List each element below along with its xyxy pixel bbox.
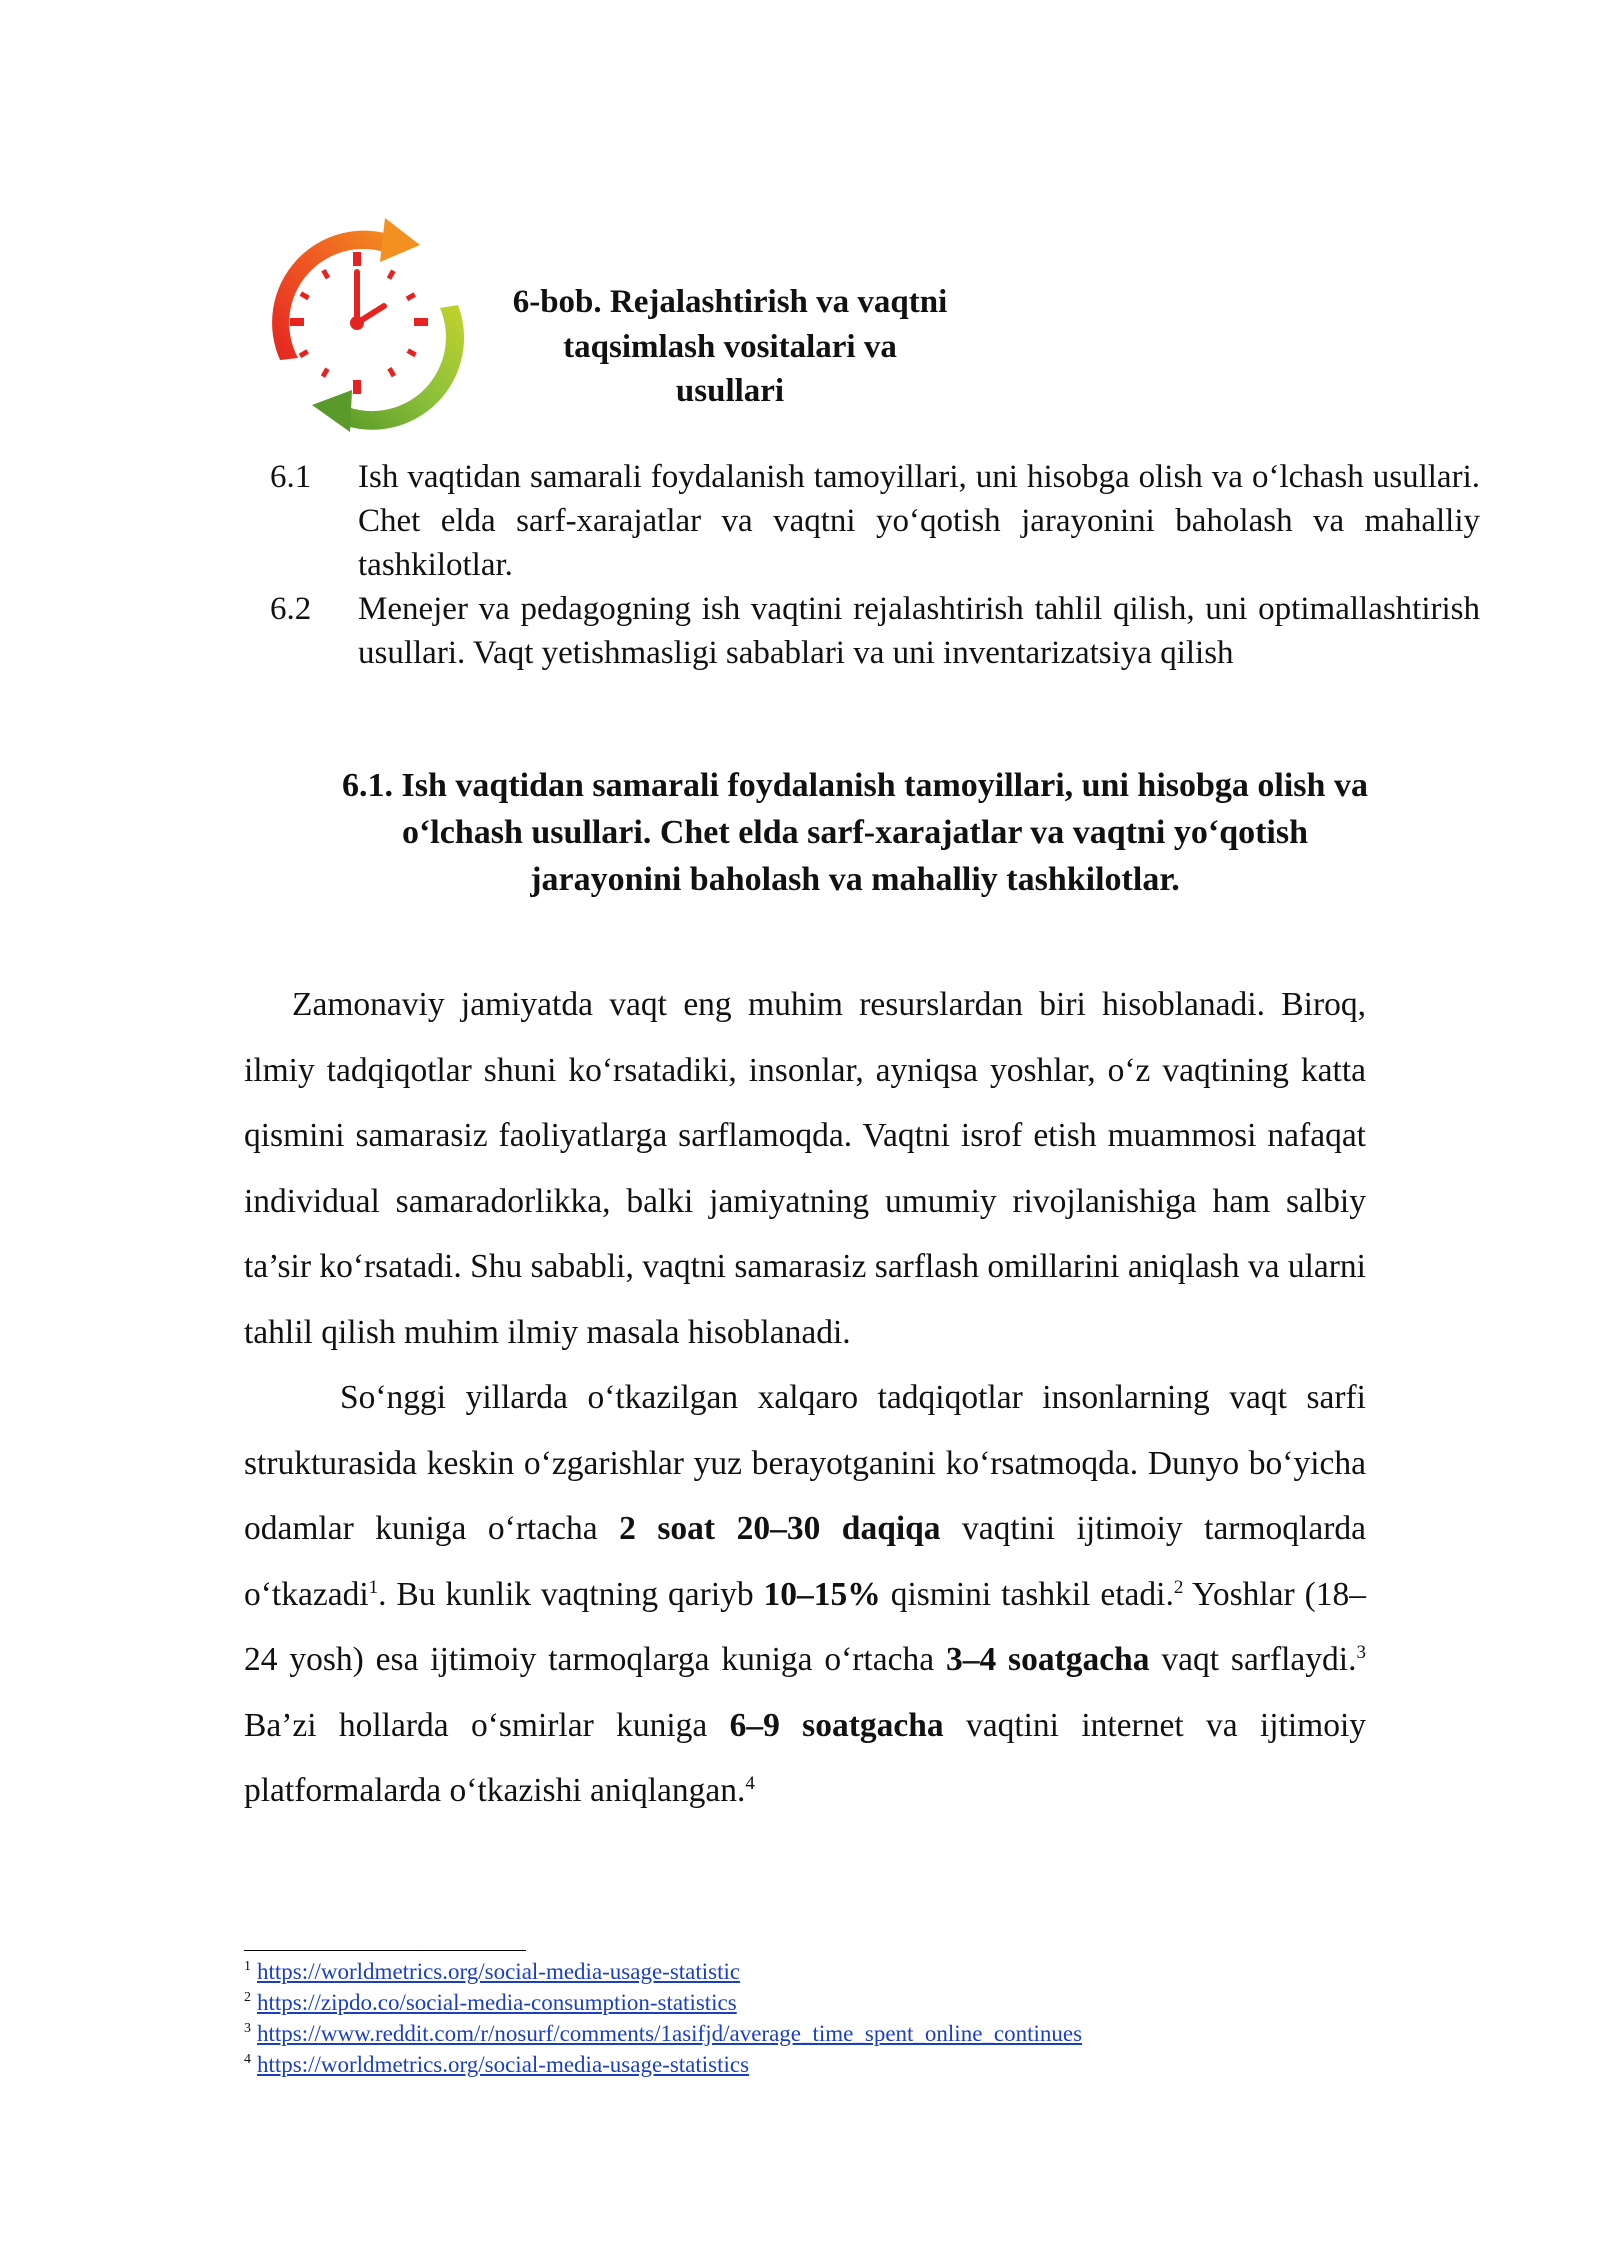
- toc-item-text: Menejer va pedagogning ish vaqtini rejalashtirish tahlil qilish, uni optimallashtirish usullari. Vaqt yetishmasligi sabablari va uni inventarizatsiya qilish: [358, 591, 1480, 671]
- footnote-number: 1: [244, 1959, 251, 1975]
- text-run: vaqtini ijtimoiy tarmoqlarda o‘tkazadi: [244, 1510, 1366, 1613]
- toc-item-number: 6.2: [270, 591, 312, 627]
- text-run: vaqtini internet va ijtimoiy platformalarda o‘tkazishi aniqlangan.: [244, 1706, 1367, 1809]
- footnote-link[interactable]: https://www.reddit.com/r/nosurf/comments/1asifjd/average_time_spent_online_continues: [257, 2021, 1083, 2046]
- text-run: Ba’zi hollarda o‘smirlar kuniga: [244, 1706, 730, 1744]
- section-heading: 6.1. Ish vaqtidan samarali foydalanish tamoyillari, uni hisobga olish va o‘lchash usullari. Chet elda sarf-xarajatlar va vaqtni yo‘qotish jarayonini baholash va mahalliy tashkilotlar.: [342, 767, 1368, 898]
- footnote: [244, 1956, 1444, 1987]
- footnote-link[interactable]: https://worldmetrics.org/social-media-usage-statistic: [257, 1959, 741, 1984]
- footnote-number: 2: [244, 1990, 251, 2006]
- text-run: vaqt sarflaydi.: [1149, 1641, 1357, 1678]
- footnote-separator: [244, 1950, 526, 1951]
- footnote: [244, 2018, 1444, 2049]
- chapter-title: 6-bob. Rejalashtirish va vaqtni taqsimlash vositalari va usullari: [512, 284, 948, 410]
- bold-figure: 6–9 soatgacha: [729, 1706, 944, 1744]
- footnote-number: 4: [244, 2052, 251, 2068]
- footnotes: [244, 1956, 1444, 2080]
- text-run: Yoshlar (18–24 yosh) esa ijtimoiy tarmoqlarga kuniga o‘rtacha: [244, 1575, 1366, 1678]
- bold-figure: 3–4 soatgacha: [945, 1641, 1150, 1678]
- footnote-ref: 4: [745, 1772, 755, 1794]
- bold-figure: 10–15%: [763, 1575, 881, 1613]
- bold-figure: 2 soat 20–30 daqiqa: [619, 1510, 941, 1547]
- toc-item-number: 6.1: [270, 459, 312, 495]
- footnote-link[interactable]: https://zipdo.co/social-media-consumption-statistics: [257, 1990, 737, 2015]
- footnote-link[interactable]: https://worldmetrics.org/social-media-usage-statistics: [257, 2052, 750, 2077]
- table-of-contents: [270, 455, 1480, 675]
- paragraph-intro: Zamonaviy jamiyatda vaqt eng muhim resurslardan biri hisoblanadi. Biroq, ilmiy tadqiqotlar shuni ko‘rsatadiki, insonlar, ayniqsa yoshlar, o‘z vaqtining katta qismini samarasiz faoliyatlarga sarflamoqda. Vaqtni isrof etish muammosi nafaqat individual samaradorlikka, balki jamiyatning umumiy rivojlanishiga ham salbiy ta’sir ko‘rsatadi. Shu sababli, vaqtni samarasiz sarflash omillarini aniqlash va ularni tahlil qilish muhim ilmiy masala hisoblanadi.: [244, 986, 1366, 1351]
- footnote-ref: 1: [368, 1576, 379, 1598]
- text-run: . Bu kunlik vaqtning qariyb: [378, 1575, 764, 1613]
- toc-item: [270, 455, 1480, 587]
- footnote-number: 3: [244, 2021, 251, 2037]
- clock-with-circular-arrows-icon: [250, 210, 475, 435]
- paragraph-statistics: [244, 1365, 1366, 1824]
- toc-item: [270, 587, 1480, 675]
- footnote-ref: 3: [1356, 1641, 1366, 1663]
- body-text: [244, 972, 1366, 1824]
- text-run: qismini tashkil etadi.: [880, 1575, 1174, 1613]
- footnote-ref: 2: [1173, 1576, 1184, 1598]
- footnote: [244, 1987, 1444, 2018]
- toc-item-text: Ish vaqtidan samarali foydalanish tamoyillari, uni hisobga olish va o‘lchash usullari. Chet elda sarf-xarajatlar va vaqtni yo‘qotish jarayonini baholash va mahalliy tashkilotlar.: [358, 459, 1480, 583]
- footnote: [244, 2049, 1444, 2080]
- text-run: So‘nggi yillarda o‘tkazilgan xalqaro tadqiqotlar insonlarning vaqt sarfi strukturasida keskin o‘zgarishlar yuz berayotganini ko‘rsatmoqda. Dunyo bo‘yicha odamlar kuniga o‘rtacha: [244, 1379, 1366, 1547]
